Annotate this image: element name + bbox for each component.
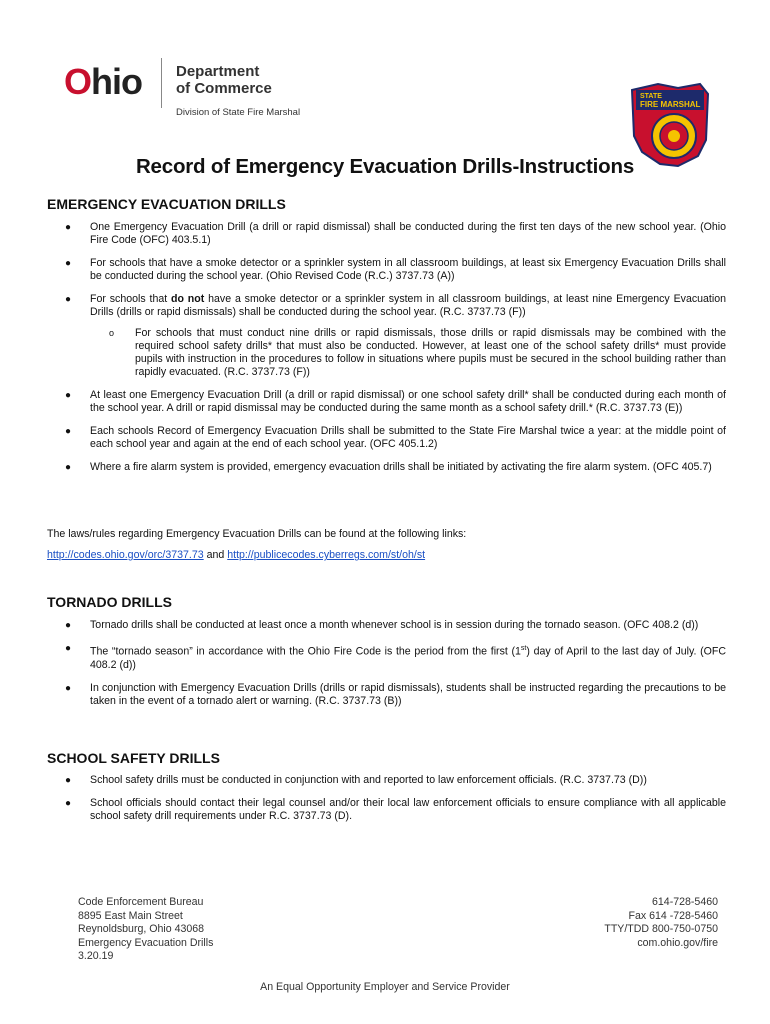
tornado-heading: TORNADO DRILLS <box>47 594 172 610</box>
bullet-icon: ● <box>65 390 72 401</box>
list-item <box>62 293 726 319</box>
evac-list <box>62 221 726 484</box>
list-item-text: School safety drills must be conducted in conjunction with and reported to law enforcement officials. (R.C. 3737.73 (D)) <box>90 774 647 786</box>
seal-top-text: STATE <box>640 93 662 100</box>
list-item <box>62 425 726 451</box>
bullet-icon: ● <box>65 620 72 631</box>
footer-line: Emergency Evacuation Drills <box>78 936 214 949</box>
department-name <box>176 63 272 97</box>
orc-link[interactable]: http://codes.ohio.gov/orc/3737.73 <box>47 549 204 561</box>
bullet-icon: ● <box>65 222 72 233</box>
division-name: Division of State Fire Marshal <box>176 107 301 118</box>
safety-list <box>62 774 726 833</box>
footer-tagline: An Equal Opportunity Employer and Service Provider <box>260 981 510 993</box>
footer-line: Code Enforcement Bureau <box>78 896 204 908</box>
list-item-text: In conjunction with Emergency Evacuation Drills (drills or rapid dismissals), students shall be instructed regarding the precautions to be taken in the event of a tornado alert or warning. (R.C. 3737.73 (B)) <box>90 681 726 707</box>
sub-list-item <box>107 327 726 379</box>
list-item-text: At least one Emergency Evacuation Drill (a drill or rapid dismissal) or one school safety drill* shall be conducted during each month of the school year. A drill or rapid dismissal may be conducted during the same month as a school safety drill.* (R.C. 3737.73 (E)) <box>90 389 726 414</box>
footer-contact <box>604 896 718 950</box>
list-item-text: Each schools Record of Emergency Evacuation Drills shall be submitted to the State Fire Marshal twice a year: at the middle point of each school year and again at the end of each school year. (OFC 405.1.2) <box>90 425 726 450</box>
sub-list-item-text: For schools that must conduct nine drills or rapid dismissals, those drills or rapid dismissals may be combined with the required school safety drills* that must also be conducted. However, at least one of the school safety drills* must provide pupils with instruction in the procedures to follow in situations where pupils must be secured in the school building rather than rapidly evacuated. (R.C. 3737.73 (F)) <box>135 327 726 378</box>
list-item <box>62 619 726 632</box>
links-line <box>47 549 425 561</box>
ohio-logo-word: Ohio <box>64 61 142 102</box>
tornado-list <box>62 619 726 718</box>
superscript: st <box>520 645 527 652</box>
footer-phone: 614-728-5460 <box>652 896 718 908</box>
letterhead <box>0 38 770 138</box>
list-item <box>62 642 726 672</box>
list-item-text: For schools that <box>90 293 172 305</box>
footer-website: com.ohio.gov/fire <box>637 936 718 949</box>
list-item <box>62 461 726 474</box>
page-title: Record of Emergency Evacuation Drills-Instructions <box>135 155 635 178</box>
sub-bullet-icon: o <box>109 328 115 338</box>
bullet-icon: ● <box>65 462 72 473</box>
footer-address <box>78 896 213 964</box>
list-item <box>62 389 726 415</box>
list-item-text: Where a fire alarm system is provided, emergency evacuation drills shall be initiated by activating the fire alarm system. (OFC 405.7) <box>90 461 712 473</box>
list-item-bold: do not <box>171 293 205 305</box>
dept-line-2: of Commerce <box>176 80 272 97</box>
bullet-icon: ● <box>65 643 72 654</box>
footer-line: 8895 East Main Street <box>78 909 183 922</box>
safety-heading: SCHOOL SAFETY DRILLS <box>47 750 220 766</box>
list-item-text: ) day of April to the last day of July. (OFC 408.2 (d)) <box>90 645 726 671</box>
footer-fax: Fax 614 -728-5460 <box>628 909 718 922</box>
bullet-icon: ● <box>65 294 72 305</box>
list-item <box>62 221 726 247</box>
list-item-text: For schools that have a smoke detector or a sprinkler system in all classroom buildings, at least six Emergency Evacuation Drills shall be conducted during the school year. (Ohio Revised Code (R.C.) 3737.73 (A)) <box>90 257 726 282</box>
cyberregs-link[interactable]: http://publicecodes.cyberregs.com/st/oh/st <box>227 549 426 561</box>
bullet-icon: ● <box>65 775 72 786</box>
list-item-text: School officials should contact their legal counsel and/or their local law enforcement officials to ensure compliance with all applicable school safety drill requirements under R.C. 3737.73 (D). <box>90 797 726 822</box>
footer-line: 3.20.19 <box>78 950 114 962</box>
list-item-text: have a smoke detector or a sprinkler system in all classroom buildings, at least nine Emergency <box>204 293 670 305</box>
list-item-text: One Emergency Evacuation Drill (a drill or rapid dismissal) shall be conducted during the first ten days of the new school year. (Ohio Fire Code (OFC) 403.5.1) <box>90 221 726 246</box>
list-item <box>62 774 726 787</box>
logo-divider <box>161 58 162 108</box>
seal-main-text: FIRE MARSHAL <box>640 100 701 109</box>
list-item-text: The “tornado season” in accordance with the Ohio Fire Code is the period from the first (1 <box>90 645 521 658</box>
footer-tty: TTY/TDD 800-750-0750 <box>604 923 718 935</box>
bullet-icon: ● <box>65 682 72 694</box>
list-item <box>62 257 726 283</box>
ohio-logo <box>64 62 142 102</box>
bullet-icon: ● <box>65 258 72 269</box>
list-item <box>62 797 726 823</box>
links-and: and <box>203 549 228 561</box>
dept-line-1: Department <box>176 63 260 80</box>
list-item-text: Evacuation Drills (drills or rapid dismissals) shall be conducted during the school year. (R.C. 3737.73 (F)) <box>90 293 727 318</box>
list-item <box>62 682 726 708</box>
list-item-text: Tornado drills shall be conducted at least once a month whenever school is in session during the tornado season. (OFC 408.2 (d)) <box>90 619 699 631</box>
evac-heading: EMERGENCY EVACUATION DRILLS <box>47 196 286 212</box>
bullet-icon: ● <box>65 798 72 809</box>
footer-line: Reynoldsburg, Ohio 43068 <box>78 923 205 935</box>
links-intro: The laws/rules regarding Emergency Evacuation Drills can be found at the following links: <box>47 528 467 540</box>
bullet-icon: ● <box>65 426 72 437</box>
